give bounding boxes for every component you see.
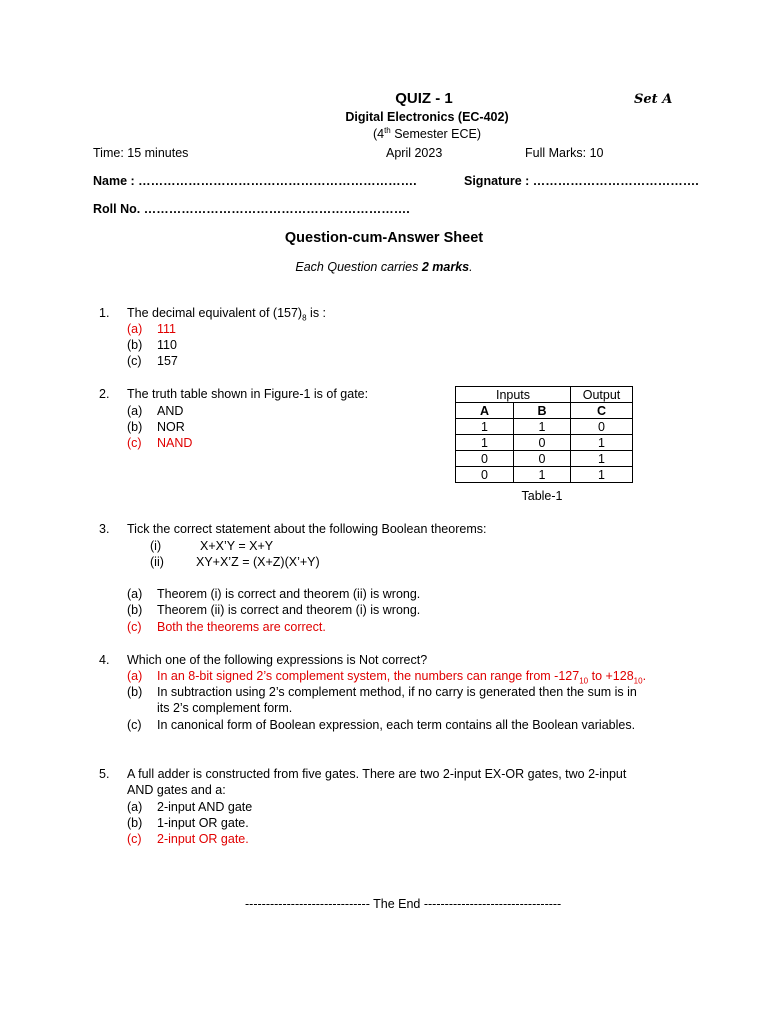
option-label[interactable]: (a) — [127, 404, 143, 418]
table-caption: Table-1 — [521, 489, 563, 503]
subject-title: Digital Electronics (EC-402) — [345, 110, 509, 124]
option-text[interactable]: Theorem (ii) is correct and theorem (i) is wrong. — [157, 603, 421, 617]
table-cell: 0 — [456, 451, 514, 467]
table-group-header: Output — [571, 387, 633, 403]
table-row — [456, 435, 633, 451]
option-text[interactable]: Theorem (i) is correct and theorem (ii) is wrong. — [157, 587, 421, 601]
time-info: Time: 15 minutes — [93, 146, 189, 160]
option-text-continued[interactable]: its 2’s complement form. — [157, 701, 293, 715]
question-text-continued: AND gates and a: — [127, 783, 226, 797]
set-label: Set A — [634, 92, 673, 107]
table-cell: 1 — [456, 435, 514, 451]
table-cell: 1 — [514, 419, 571, 435]
table-row — [456, 451, 633, 467]
table-cell: 0 — [514, 451, 571, 467]
option-label[interactable]: (c) — [127, 620, 142, 634]
table-cell: 0 — [514, 435, 571, 451]
table-group-header: Inputs — [456, 387, 571, 403]
option-text[interactable]: NOR — [157, 420, 185, 434]
roll-number-field[interactable]: Roll No. ………………………………………………………. — [93, 202, 410, 216]
option-text[interactable]: 110 — [157, 338, 177, 352]
option-text-correct[interactable]: Both the theorems are correct. — [157, 620, 326, 634]
option-label[interactable]: (c) — [127, 354, 142, 368]
option-label[interactable]: (b) — [127, 685, 143, 699]
option-text[interactable]: AND — [157, 404, 184, 418]
option-label[interactable]: (b) — [127, 603, 143, 617]
theorem-text: XY+X’Z = (X+Z)(X’+Y) — [196, 555, 320, 569]
table-cell: 0 — [571, 419, 633, 435]
option-text[interactable]: 2-input AND gate — [157, 800, 253, 814]
option-text[interactable]: In canonical form of Boolean expression, each term contains all the Boolean variables. — [157, 718, 636, 732]
sheet-title: Question-cum-Answer Sheet — [284, 230, 484, 246]
quiz-title: QUIZ - 1 — [395, 90, 453, 107]
table-column-header: A — [456, 403, 514, 419]
table-cell: 1 — [571, 435, 633, 451]
date-info: April 2023 — [386, 146, 443, 160]
option-label[interactable]: (a) — [127, 322, 143, 336]
option-label[interactable]: (a) — [127, 587, 143, 601]
name-field[interactable]: Name : …………………………………………………………. — [93, 174, 417, 188]
theorem-text: X+X’Y = X+Y — [200, 539, 274, 553]
question-number: 3. — [99, 522, 110, 536]
question-text: The truth table shown in Figure-1 is of gate: — [127, 387, 369, 401]
option-text[interactable]: 157 — [157, 354, 178, 368]
option-label[interactable]: (b) — [127, 816, 143, 830]
table-cell: 1 — [456, 419, 514, 435]
option-text-correct[interactable]: 2-input OR gate. — [157, 832, 249, 846]
option-label[interactable]: (b) — [127, 338, 143, 352]
question-text: Which one of the following expressions is Not correct? — [127, 653, 428, 667]
theorem-label: (i) — [150, 539, 162, 553]
marks-note: Each Question carries 2 marks. — [295, 260, 473, 274]
semester-line: (4th Semester ECE) — [372, 125, 482, 141]
table-column-header: B — [514, 403, 571, 419]
signature-field[interactable]: Signature : …………………………………. — [464, 174, 699, 188]
question-number: 2. — [99, 387, 110, 401]
table-cell: 0 — [456, 467, 514, 483]
option-text-correct[interactable]: 111 — [157, 322, 177, 336]
option-label[interactable]: (c) — [127, 718, 142, 732]
option-label[interactable]: (b) — [127, 420, 143, 434]
option-text-correct[interactable]: In an 8-bit signed 2’s complement system, the numbers can range from $-127_{10}$ to $+128_{10}$. — [157, 669, 647, 686]
full-marks-info: Full Marks: 10 — [525, 146, 604, 160]
question-number: 5. — [99, 767, 110, 781]
table-row — [456, 467, 633, 483]
option-label[interactable]: (c) — [127, 832, 142, 846]
theorem-label: (ii) — [150, 555, 164, 569]
question-number: 1. — [99, 306, 110, 320]
end-marker: ------------------------------ The End --------------------------------- — [245, 897, 562, 911]
table-row — [456, 419, 633, 435]
question-text: The decimal equivalent of $(157)_8$ is : — [127, 306, 327, 323]
option-text-correct[interactable]: NAND — [157, 436, 193, 450]
question-text: A full adder is constructed from five gates. There are two 2-input EX-OR gates, two 2-input — [127, 767, 627, 781]
truth-table — [455, 386, 633, 483]
table-cell: 1 — [514, 467, 571, 483]
option-text[interactable]: 1-input OR gate. — [157, 816, 249, 830]
option-text[interactable]: In subtraction using 2’s complement method, if no carry is generated then the sum is in — [157, 685, 637, 699]
option-label[interactable]: (c) — [127, 436, 142, 450]
table-cell: 1 — [571, 451, 633, 467]
question-text: Tick the correct statement about the following Boolean theorems: — [127, 522, 487, 536]
option-label[interactable]: (a) — [127, 800, 143, 814]
table-cell: 1 — [571, 467, 633, 483]
question-number: 4. — [99, 653, 110, 667]
option-label[interactable]: (a) — [127, 669, 143, 683]
table-column-header: C — [571, 403, 633, 419]
